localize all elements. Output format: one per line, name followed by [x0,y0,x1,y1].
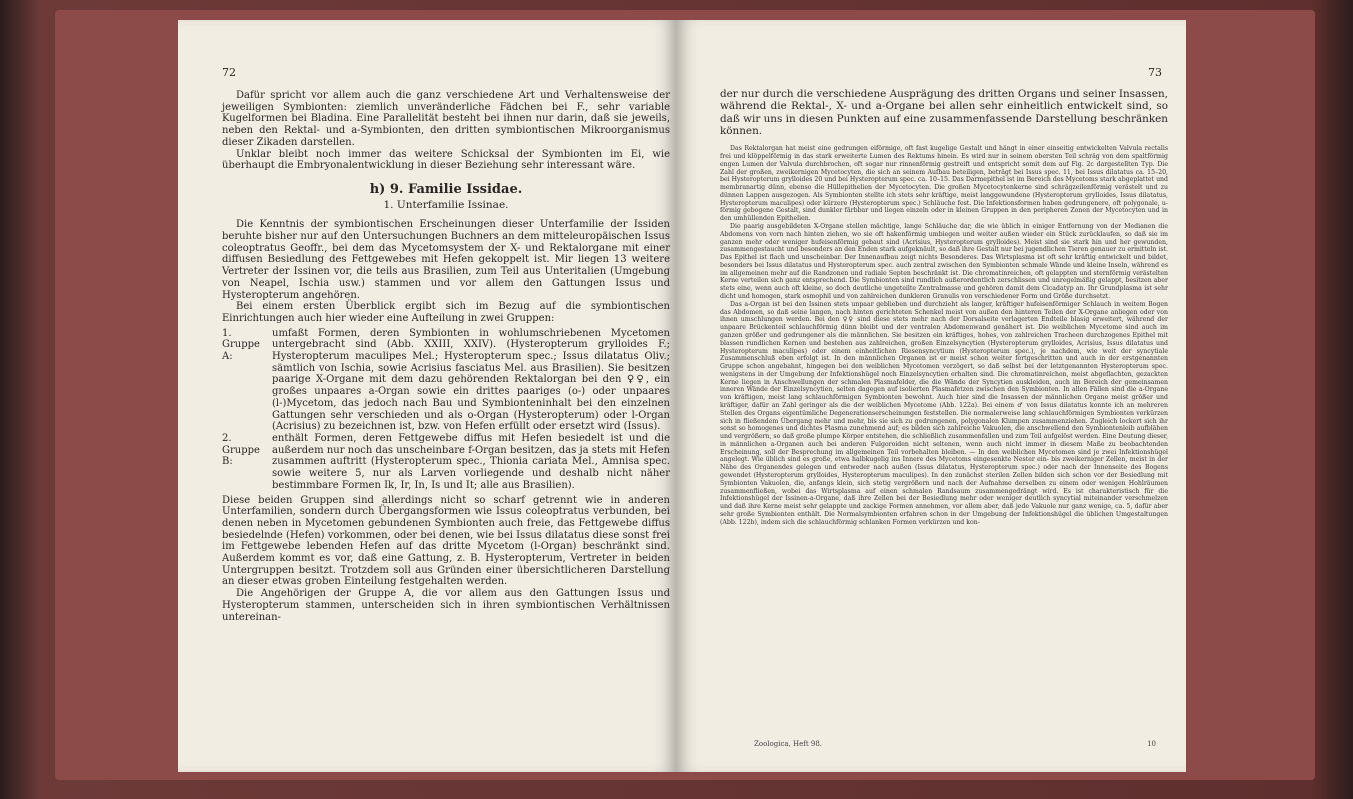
group-b-text: enthält Formen, deren Fettgewebe diffus mit Hefen besiedelt ist und die außerdem nur noch das unscheinbare f-Organ besitzen, das ja stets mit Hefen zusammen auftritt (Hysteropterum spec., Thionia cariata Mel., Amnisa spec. sowie weitere 5, nur als Larven vorliegende und deshalb nicht näher bestimmbare Formen Ik, Ir, In, Is und It; alle aus Brasilien). [272,432,670,491]
right-page [676,20,1186,772]
group-a-label: 1. Gruppe A: [222,327,260,363]
right-page-body [720,88,1168,526]
group-a-text: umfaßt Formen, deren Symbionten in wohlumschriebenen Mycetomen untergebracht sind (Abb. XXIII, XXIV). (Hysteropterum grylloides F.; Hysteropterum maculipes Mel.; Hysteropterum spec.; Issus dilatatus Oliv.; sämtlich von Ischia, sowie Acrisius fasciatus Mel. aus Brasilien). Sie besitzen paarige X-Organe mit dem dazu gehörenden Rektalorgan bei den ♀♀, ein großes unpaares a-Organ sowie ein drittes paariges (o-) oder unpaares (l-)Mycetom, das jedoch nach Bau und Symbionteninhalt bei den einzelnen Gattungen sehr verschieden und als o-Organ (Hysteropterum) oder l-Organ (Acrisius) zu bezeichnen ist, bzw. von Hefen erfüllt oder ersetzt wird (Issus). [272,327,670,433]
paragraph: Diese beiden Gruppen sind allerdings nicht so scharf getrennt wie in anderen Unterfamilien, sondern durch Übergangsformen wie Issus coleoptratus verbunden, bei denen neben in Mycetomen gebundenen Symbionten auch freie, das Fettgewebe diffus besiedelnde (Hefen) vorkommen, oder bei denen, wie bei Issus dilatatus diese sonst frei im Fettgewebe lebenden Hefen auf das dritte Mycetom (l-Organ) beschränkt sind. Außerdem kommt es vor, daß eine Gattung, z. B. Hysteropterum, Vertreter in beiden Untergruppen besitzt. Trotzdem soll aus Gründen einer übersichtlicheren Darstellung an dieser etwas groben Einteilung festgehalten werden. [222,494,670,588]
right-page-number: 73 [1148,66,1162,79]
intro-paragraph: der nur durch die verschiedene Ausprägung des dritten Organs und seiner Insassen, während die Rektal-, X- und a-Organe bei allen sehr einheitlich entwickelt sind, so daß wir uns in diesen Punkten auf eine zusammenfassende Darstellung beschränken können. [720,88,1168,137]
group-b-label: 2. Gruppe B: [222,432,260,468]
paragraph: Dafür spricht vor allem auch die ganz verschiedene Art und Verhaltensweise der jeweiligen Symbionten: ziemlich unveränderliche Fädchen bei F., sehr variable Kugelformen bei Bladina. Eine Parallelität besteht bei ihnen nur darin, daß sie jeweils, neben den Rektal- und a-Symbionten, den dritten symbiontischen Mikroorganismus dieser Zikaden darstellen. [222,90,670,148]
small-print-block [720,145,1168,526]
subsection-title: 1. Unterfamilie Issinae. [383,198,509,211]
footer-signature: 10 [1147,740,1156,748]
section-title: h) 9. Familie Issidae. [369,181,523,197]
group-b-item [222,433,670,492]
paragraph: Bei einem ersten Überblick ergibt sich im Bezug auf die symbiontischen Einrichtungen auch hier wieder eine Aufteilung in zwei Gruppen: [222,301,670,324]
group-a-item [222,328,670,433]
paragraph: Unklar bleibt noch immer das weitere Schicksal der Symbionten im Ei, wie überhaupt die Embryonalentwicklung in dieser Beziehung sehr interessant wäre. [222,148,670,172]
paragraph: Die Angehörigen der Gruppe A, die vor allem aus den Gattungen Issus und Hysteropterum stammen, unterscheiden sich in ihren symbiontischen Verhältnissen untereinan- [222,588,670,623]
left-page-body [222,90,670,623]
left-page [178,20,676,772]
footer-journal: Zoologica, Heft 98. [754,740,823,748]
left-page-number: 72 [222,66,236,79]
paragraph: Die Kenntnis der symbiontischen Erscheinungen dieser Unterfamilie der Issiden beruhte bisher nur auf den Untersuchungen Buchners an dem mitteleuropäischen Issus coleoptratus Geoffr., bei dem das Mycetomsystem der X- und Rektalorgane mit einer diffusen Besiedlung des Fettgewebes mit Hefen gekoppelt ist. Mir liegen 13 weitere Vertreter der Issinen vor, die teils aus Brasilien, zum Teil aus Unteritalien (Umgebung von Neapel, Ischia usw.) stammen und vor allem den Gattungen Issus und Hysteropterum angehören. [222,219,670,301]
x-organe-paragraph: Die paarig ausgebildeten X-Organe stellen mächtige, lange Schläuche dar, die wie üblich in einiger Entfernung von der Medianen die Abdomens von vorn nach hinten ziehen, wo sie oft hakenförmig umbiegen und weiter außen wieder ein Stück zurücklaufen, so daß sie im ganzen mehr oder weniger hufeisenförmig gebaut sind (Acrisius, Hysteropterum grylloides). Meist sind sie stark hin und her gewunden, zusammengestaucht und besonders an den Enden stark aufgeknäult, so daß ihre Gestalt nur bei jugendlichen Tieren genauer zu ermitteln ist. Das Epithel ist flach und unscheinbar. Der Innenaufbau zeigt nichts Besonderes. Das Wirtsplasma ist oft sehr kräftig entwickelt und bildet, besonders bei Issus dilatatus und Hysteropterum spec. auch zentral zwischen den Symbionten schmale Wände und kleine Inseln, während es im allgemeinen mehr auf die Randzonen und radiale Septen beschränkt ist. Die chromatinreichen, oft gelappten und sternförmig verästelten Kerne verteilen sich ganz entsprechend. Die Symbionten sind rundlich außerordentlich zerschlissen und unregelmäßig gelappt, besitzen aber stets eine, wenn auch oft kleine, so doch deutliche ungeteilte Zentralmasse und gehören damit dem Cicadatyp an. Ihr Grundplasma ist sehr dicht und homogen, stark osmophil und von zahlreichen dunkleren Granulis von verschiedener Form und Größe durchsetzt. [720,223,1168,301]
a-organ-paragraph: Das a-Organ ist bei den Issinen stets unpaar geblieben und durchzieht als langer, kräftiger hufeisenförmiger Schlauch in weitem Bogen das Abdomen, so daß seine langen, nach hinten gerichteten Schenkel meist von außen den hinteren Teilen der X-Organe anliegen oder von ihnen umschlungen werden. Bei den ♀♀ sind diese stets mehr nach der Dorsalseite verlagerten Endteile blasig erweitert, während der unpaare Brückenteil schlauchförmig dünn bleibt und der ventralen Abdomenwand genähert ist. Die weiblichen Mycetome sind auch im ganzen größer und gedrungener als die männlichen. Sie besitzen ein kräftiges, hohes, von zahlreichen Tracheen durchzogenes Epithel mit blassen rundlichen Kernen und bestehen aus zahlreichen, großen Einzelsyncytien (Hysteropterum grylloides, Acrisius, Issus dilatatus und Hysteropterum maculipes) oder einem einheitlichen Riesensyncytium (Hysteropterum spec.), je nachdem, wie weit der syncytiale Zusammenschluß eben erfolgt ist. In den männlichen Organen ist er meist schon weiter fortgeschritten und auch in der erstgenannten Gruppe schon angebahnt, hingegen bei den weiblichen Mycetomen verzögert, so daß selbst bei der letztgenannten Hysteropterum spec. wenigstens in der Umgebung der Infektionshügel noch Einzelsyncytien erhalten sind. Die chromatinreichen, meist abgeflachten, gezackten Kerne liegen in Anschwellungen der schmalen Plasmafelder, die die Wände der Syncytien auskleiden, auch im Bereich der gemeinsamen inneren Wände der Einzelsyncytien, selten dagegen auf isolierten Plasmafetzen zwischen den Symbionten. In allen Fällen sind die a-Organe von kräftigen, meist lang schlauchförmigen Symbionten bewohnt. Auch hier sind die Insassen der männlichen Organe meist größer und kräftiger, dafür an Zahl geringer als die der weiblichen Mycetome (Abb. 122a). Bei einem ♂ von Issus dilatatus konnte ich an mehreren Stellen des Organs eigentümliche Degenerationserscheinungen feststellen. Die normalerweise lang schlauchförmigen Symbionten verkürzen sich in fließendem Übergang mehr und mehr, bis sie sich zu gedrungenen, polygonalen Klumpen zusammenziehen. Zugleich lockert sich ihr sonst so homogenes und dichtes Plasma zunehmend auf; es bilden sich zahlreiche Vakuolen, die anschwellend den Symbiontenleib aufblähen und vergrößern, so daß große plumpe Körper entstehen, die schließlich zusammenfallen und zum Teil aufgelöst werden. Eine Deutung dieser, in männlichen a-Organen auch bei anderen Fulgoroiden nicht seltenen, wenn auch nicht immer in diesem Maße zu beobachtenden Erscheinung, soll der Besprechung im allgemeinen Teil vorbehalten bleiben. — In den weiblichen Mycetomen sind je zwei Infektionshügel angelegt. Wie üblich sind es große, etwa halbkugelig ins Innere des Mycetoms eingesenkte Nester ein- bis zweikerniger Zellen, meist in der Nähe des Organendes gelegen und entweder nach außen (Issus dilatatus, Hysteropterum spec.) oder nach der Innenseite des Bogens gewendet (Hysteropterum grylloides, Hysteropterum maculipes). In den zunächst sterilen Zellen bilden sich schon vor der Besiedlung mit Symbionten Vakuolen, die, anfangs klein, sich stetig vergrößern und nach der Aufnahme derselben zu einem oder wenigen Hohlräumen zusammenfließen, wobei das Wirtsplasma auf einen schmalen Randsaum zusammengedrängt wird. Es ist charakteristisch für die Infektionshügel der Issinen-a-Organe, daß ihre Zellen bei der Besiedlung mehr oder weniger deutlich syncytial miteinander verschmelzen und daß ihre Kerne meist sehr gelappte und zackige Formen annehmen, vor allem aber, daß jede Vakuole nur ganz wenige, ca. 5, dafür aber sehr große Symbionten enthält. Die Normalsymbionten erfahren schon in der Umgebung der Infektionshügel die üblichen Umgestaltungen (Abb. 122b), indem sich die schlauchförmig schlanken Formen verkürzen und kon- [720,300,1168,526]
rektalorgan-paragraph: Das Rektalorgan hat meist eine gedrungen eiförmige, oft fast kugelige Gestalt und hängt in einer einseitig entwickelten Valvula rectalis frei und klöppelförmig in das stark erweiterte Lumen des Rektums hinein. Es wird nur in seinem obersten Teil schräg von dem spaltförmig engen Lumen der Valvula durchbrochen, oft sogar nur rinnenförmig gestreift und entspricht somit dem auf Fig. 2c dargestellten Typ. Die Zahl der großen, zweikernigen Mycetocyten, die sich an seinem Aufbau beteiligen, beträgt bei Issus spec. 11, bei Issus dilatatus ca. 15–20, bei Hysteropterum grylloides 20 und bei Hysteropterum spec. ca. 10–15. Das Darmepithel ist im Bereich des Mycetoms stark abgeplattet und membranartig dünn, ebenso die Hüllepithelien der Mycetocyten. Die großen Mycetocytenkerne sind schrägzeilenförmig verästelt und zu dünnen Lappen ausgezogen. Als Symbionten stellte ich stets sehr kräftige, meist langgewundene (Hysteropterum grylloides, Issus dilatatus, Hysteropterum maculipes) oder kürzere (Hysteropterum spec.) Schläuche fest. Die Infektionsformen haben gedrungenere, oft polygonale, u-förmig gebogene Gestalt, sind dunkler färbbar und liegen einzeln oder in kleinen Gruppen in den peripheren Zonen der Mycetocyten und in den umhüllenden Epithelien. [720,145,1168,223]
